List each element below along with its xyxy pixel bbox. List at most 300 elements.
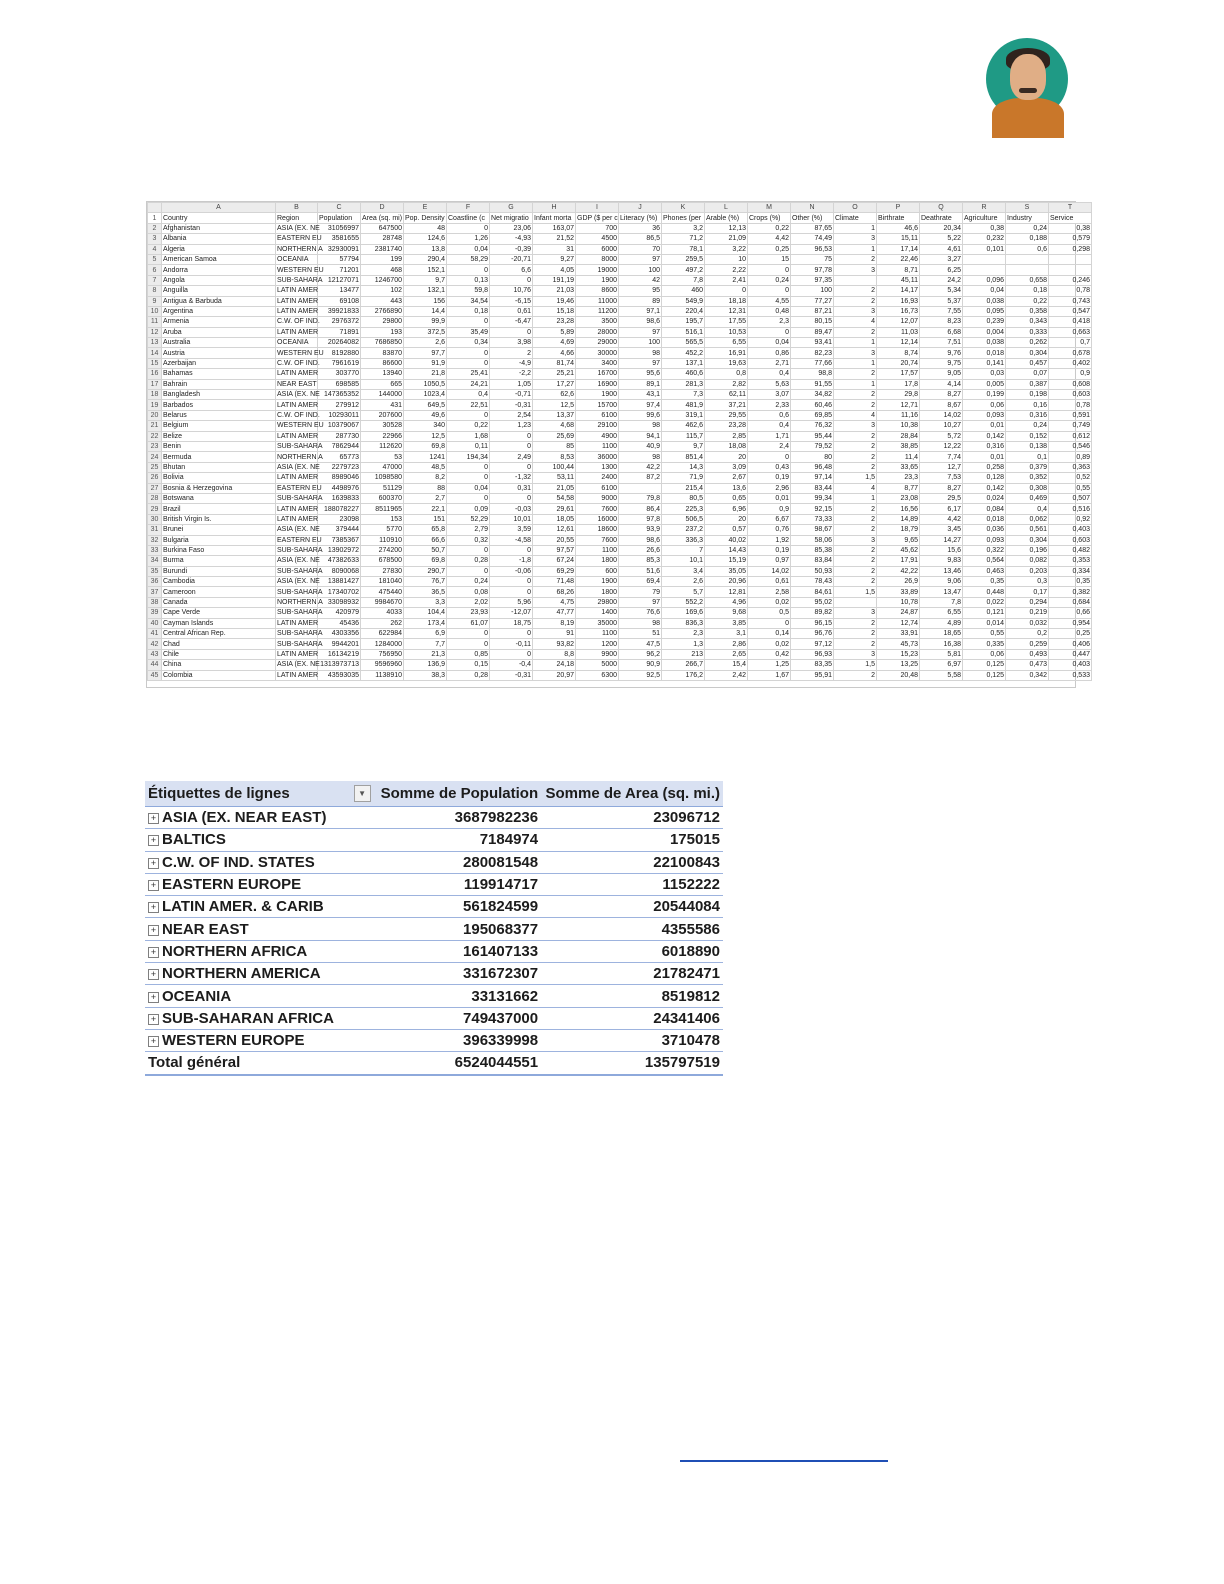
cell[interactable]: 0,316 — [963, 441, 1006, 451]
cell[interactable]: 16,56 — [877, 504, 920, 514]
cell[interactable]: 2 — [834, 452, 877, 462]
cell[interactable]: 4500 — [576, 234, 619, 244]
cell[interactable]: 443 — [361, 296, 404, 306]
cell[interactable]: 4303356 — [318, 629, 361, 639]
cell[interactable]: American Samoa — [162, 254, 276, 264]
cell[interactable] — [619, 483, 662, 493]
cell[interactable]: 1639833 — [318, 493, 361, 503]
cell[interactable]: 13,8 — [404, 244, 447, 254]
cell[interactable]: 0,22 — [447, 421, 490, 431]
cell[interactable]: 1200 — [576, 639, 619, 649]
cell[interactable]: 0,304 — [1006, 348, 1049, 358]
cell[interactable]: 13,25 — [877, 660, 920, 670]
cell[interactable]: EASTERN EU — [277, 484, 322, 492]
cell[interactable]: 4 — [834, 410, 877, 420]
cell[interactable]: 1100 — [576, 441, 619, 451]
cell[interactable]: 0,31 — [490, 483, 533, 493]
cell[interactable]: 10,1 — [662, 556, 705, 566]
cell[interactable]: 97 — [619, 327, 662, 337]
cell[interactable]: 0,35 — [963, 577, 1006, 587]
row-number[interactable]: 12 — [148, 327, 162, 337]
cell[interactable]: 17,55 — [705, 317, 748, 327]
cell[interactable]: 97,78 — [791, 265, 834, 275]
expand-plus-icon[interactable]: + — [148, 835, 159, 846]
cell[interactable]: 12127071 — [318, 275, 361, 285]
cell[interactable]: ASIA (EX. NE — [277, 463, 320, 471]
cell[interactable]: 274200 — [361, 545, 404, 555]
column-header[interactable]: C — [318, 203, 361, 213]
cell[interactable]: 67,24 — [533, 556, 576, 566]
row-number[interactable]: 17 — [148, 379, 162, 389]
cell[interactable]: 5,22 — [920, 234, 963, 244]
cell[interactable]: Angola — [162, 275, 276, 285]
cell[interactable]: China — [162, 660, 276, 670]
cell[interactable]: 0,579 — [1049, 234, 1092, 244]
cell[interactable]: 0,04 — [748, 338, 791, 348]
cell[interactable]: 77,66 — [791, 358, 834, 368]
cell[interactable]: Birthrate — [877, 213, 920, 223]
cell[interactable]: 33,89 — [877, 587, 920, 597]
expand-plus-icon[interactable]: + — [148, 880, 159, 891]
cell[interactable]: 21,09 — [705, 234, 748, 244]
cell[interactable]: 0,406 — [1049, 639, 1092, 649]
cell[interactable]: C.W. OF IND. — [277, 318, 320, 326]
column-header[interactable]: H — [533, 203, 576, 213]
cell[interactable]: 0,014 — [963, 618, 1006, 628]
cell[interactable]: 2 — [834, 629, 877, 639]
cell[interactable]: 0,196 — [1006, 545, 1049, 555]
row-number[interactable]: 1 — [148, 213, 162, 223]
cell[interactable]: 43,1 — [619, 390, 662, 400]
cell[interactable]: 9,76 — [920, 348, 963, 358]
cell[interactable]: 17,14 — [877, 244, 920, 254]
cell[interactable]: 756950 — [361, 649, 404, 659]
cell[interactable]: 0 — [490, 587, 533, 597]
cell[interactable]: 0,038 — [963, 338, 1006, 348]
cell[interactable]: 0,564 — [963, 556, 1006, 566]
cell[interactable]: 98,6 — [619, 535, 662, 545]
cell[interactable]: 4,69 — [533, 338, 576, 348]
cell[interactable]: 13940 — [361, 369, 404, 379]
region-label[interactable] — [145, 985, 378, 1007]
cell[interactable]: 100,44 — [533, 462, 576, 472]
row-number[interactable]: 24 — [148, 452, 162, 462]
cell[interactable]: 71,9 — [662, 473, 705, 483]
cell[interactable]: 1900 — [576, 275, 619, 285]
cell[interactable]: 2,41 — [705, 275, 748, 285]
cell[interactable]: 2976372 — [318, 317, 361, 327]
cell[interactable]: 1050,5 — [404, 379, 447, 389]
cell[interactable]: 0 — [748, 265, 791, 275]
cell[interactable]: 0,142 — [963, 483, 1006, 493]
cell[interactable]: 22,51 — [447, 400, 490, 410]
cell[interactable]: 23,3 — [877, 473, 920, 483]
cell[interactable]: 6,6 — [490, 265, 533, 275]
cell[interactable]: 86,4 — [619, 504, 662, 514]
cell[interactable]: 468 — [361, 265, 404, 275]
cell[interactable]: 96,53 — [791, 244, 834, 254]
column-header[interactable]: N — [791, 203, 834, 213]
cell[interactable]: 0,353 — [1049, 556, 1092, 566]
cell[interactable]: 12,5 — [404, 431, 447, 441]
cell[interactable]: 6100 — [576, 410, 619, 420]
cell[interactable]: 1,5 — [834, 473, 877, 483]
cell[interactable]: 15,6 — [920, 545, 963, 555]
expand-plus-icon[interactable]: + — [148, 947, 159, 958]
cell[interactable]: 460,6 — [662, 369, 705, 379]
cell[interactable]: 97,8 — [619, 514, 662, 524]
cell[interactable]: 2,49 — [490, 452, 533, 462]
cell[interactable]: 6,55 — [705, 338, 748, 348]
cell[interactable]: -1,8 — [490, 556, 533, 566]
cell[interactable]: 4,66 — [533, 348, 576, 358]
cell[interactable]: LATIN AMER — [277, 671, 319, 679]
cell[interactable]: 549,9 — [662, 296, 705, 306]
cell[interactable]: LATIN AMER — [277, 650, 319, 658]
cell[interactable]: 4,14 — [920, 379, 963, 389]
cell[interactable]: LATIN AMER — [277, 308, 319, 316]
row-number[interactable]: 27 — [148, 483, 162, 493]
cell[interactable]: 17,57 — [877, 369, 920, 379]
row-number[interactable]: 19 — [148, 400, 162, 410]
cell[interactable]: 0 — [490, 431, 533, 441]
cell[interactable]: 8,77 — [877, 483, 920, 493]
cell[interactable]: Albania — [162, 234, 276, 244]
cell[interactable]: 12,61 — [533, 525, 576, 535]
cell[interactable]: 11,16 — [877, 410, 920, 420]
cell[interactable]: 340 — [404, 421, 447, 431]
row-number[interactable]: 42 — [148, 639, 162, 649]
cell[interactable]: 0,591 — [1049, 410, 1092, 420]
cell[interactable]: 2 — [834, 286, 877, 296]
cell[interactable]: 8,8 — [533, 649, 576, 659]
cell[interactable]: 565,5 — [662, 338, 705, 348]
cell[interactable]: 0,19 — [748, 545, 791, 555]
cell[interactable]: 5,63 — [748, 379, 791, 389]
cell[interactable]: 52,29 — [447, 514, 490, 524]
cell[interactable]: 37,21 — [705, 400, 748, 410]
cell[interactable]: 95 — [619, 286, 662, 296]
cell[interactable]: 19000 — [576, 265, 619, 275]
cell[interactable]: 16000 — [576, 514, 619, 524]
cell[interactable]: 4,68 — [533, 421, 576, 431]
cell[interactable]: 9,75 — [920, 358, 963, 368]
cell[interactable]: 0,482 — [1049, 545, 1092, 555]
cell[interactable]: 9,65 — [877, 535, 920, 545]
cell[interactable]: 163,07 — [533, 223, 576, 233]
cell[interactable]: Australia — [162, 338, 276, 348]
cell[interactable]: LATIN AMER — [277, 474, 319, 482]
cell[interactable]: 59,8 — [447, 286, 490, 296]
cell[interactable]: 97 — [619, 254, 662, 264]
cell[interactable]: 0 — [447, 639, 490, 649]
cell[interactable]: 0,9 — [1049, 369, 1092, 379]
cell[interactable]: 34,54 — [447, 296, 490, 306]
column-header[interactable]: G — [490, 203, 533, 213]
row-number[interactable]: 29 — [148, 504, 162, 514]
cell[interactable]: 29,61 — [533, 504, 576, 514]
cell[interactable]: 10379067 — [318, 421, 361, 431]
cell[interactable]: 9,27 — [533, 254, 576, 264]
cell[interactable]: 14,17 — [877, 286, 920, 296]
cell[interactable]: 0,65 — [705, 493, 748, 503]
column-header[interactable]: M — [748, 203, 791, 213]
cell[interactable]: 7385367 — [318, 535, 361, 545]
cell[interactable]: 0,259 — [1006, 639, 1049, 649]
cell[interactable]: 13,46 — [920, 566, 963, 576]
cell[interactable]: SUB-SAHARA — [277, 276, 323, 284]
cell[interactable]: Burkina Faso — [162, 545, 276, 555]
row-number[interactable]: 4 — [148, 244, 162, 254]
cell[interactable]: 21,3 — [404, 649, 447, 659]
cell[interactable]: 0 — [447, 566, 490, 576]
cell[interactable]: 11,4 — [877, 452, 920, 462]
cell[interactable]: 281,3 — [662, 379, 705, 389]
cell[interactable]: Chad — [162, 639, 276, 649]
cell[interactable]: 86600 — [361, 358, 404, 368]
cell[interactable]: 2 — [834, 618, 877, 628]
cell[interactable]: 481,9 — [662, 400, 705, 410]
cell[interactable]: 47,5 — [619, 639, 662, 649]
cell[interactable]: 3,4 — [662, 566, 705, 576]
cell[interactable]: 94,1 — [619, 431, 662, 441]
cell[interactable]: 92,5 — [619, 670, 662, 680]
cell[interactable]: 110910 — [361, 535, 404, 545]
cell[interactable]: 2,67 — [705, 473, 748, 483]
cell[interactable]: LATIN AMER — [277, 287, 319, 295]
cell[interactable]: 1,25 — [748, 660, 791, 670]
expand-plus-icon[interactable]: + — [148, 813, 159, 824]
cell[interactable]: 15,23 — [877, 649, 920, 659]
cell[interactable]: 91,9 — [404, 358, 447, 368]
row-number[interactable]: 3 — [148, 234, 162, 244]
cell[interactable]: 36000 — [576, 452, 619, 462]
cell[interactable]: 8,19 — [533, 618, 576, 628]
cell[interactable]: 10,53 — [705, 327, 748, 337]
cell[interactable]: 83,84 — [791, 556, 834, 566]
cell[interactable]: 0,14 — [748, 629, 791, 639]
cell[interactable]: 9944201 — [318, 639, 361, 649]
cell[interactable]: 4,55 — [748, 296, 791, 306]
cell[interactable]: 10,01 — [490, 514, 533, 524]
cell[interactable]: 3 — [834, 608, 877, 618]
cell[interactable]: 29,8 — [877, 390, 920, 400]
cell[interactable]: 100 — [619, 265, 662, 275]
cell[interactable]: 79,52 — [791, 441, 834, 451]
cell[interactable]: 40,02 — [705, 535, 748, 545]
cell[interactable]: LATIN AMER — [277, 432, 319, 440]
cell[interactable]: 0,89 — [1049, 452, 1092, 462]
cell[interactable]: 1900 — [576, 577, 619, 587]
cell[interactable]: 0,152 — [1006, 431, 1049, 441]
cell[interactable]: 14,4 — [404, 306, 447, 316]
cell[interactable]: 46,6 — [877, 223, 920, 233]
cell[interactable]: 336,3 — [662, 535, 705, 545]
cell[interactable]: 24,21 — [447, 379, 490, 389]
cell[interactable]: SUB-SAHARA — [277, 588, 323, 596]
cell[interactable]: 100 — [791, 286, 834, 296]
cell[interactable]: 0,093 — [963, 410, 1006, 420]
cell[interactable]: 26,6 — [619, 545, 662, 555]
cell[interactable]: -0,4 — [490, 660, 533, 670]
cell[interactable]: 69,29 — [533, 566, 576, 576]
cell[interactable]: 97,7 — [404, 348, 447, 358]
cell[interactable]: 62,6 — [533, 390, 576, 400]
cell[interactable]: 0,402 — [1049, 358, 1092, 368]
cell[interactable]: 1800 — [576, 556, 619, 566]
cell[interactable]: Population — [318, 213, 361, 223]
cell[interactable]: -0,03 — [490, 504, 533, 514]
cell[interactable]: ASIA (EX. NE — [277, 557, 320, 565]
cell[interactable]: 0,546 — [1049, 441, 1092, 451]
cell[interactable]: 194,34 — [447, 452, 490, 462]
cell[interactable]: LATIN AMER — [277, 619, 319, 627]
cell[interactable]: 1023,4 — [404, 390, 447, 400]
cell[interactable]: 1800 — [576, 587, 619, 597]
cell[interactable]: 836,3 — [662, 618, 705, 628]
cell[interactable]: Other (%) — [791, 213, 834, 223]
cell[interactable]: 1241 — [404, 452, 447, 462]
cell[interactable]: Pop. Density — [405, 214, 445, 222]
cell[interactable]: 53,11 — [533, 473, 576, 483]
cell[interactable]: 99,6 — [619, 410, 662, 420]
cell[interactable]: 35,05 — [705, 566, 748, 576]
cell[interactable]: 0,06 — [963, 400, 1006, 410]
cell[interactable]: 372,5 — [404, 327, 447, 337]
cell[interactable]: 132,1 — [404, 286, 447, 296]
cell[interactable]: 97,14 — [791, 473, 834, 483]
cell[interactable]: Botswana — [162, 493, 276, 503]
cell[interactable]: 0,322 — [963, 545, 1006, 555]
cell[interactable]: 12,74 — [877, 618, 920, 628]
hyperlink-underline[interactable] — [680, 1460, 888, 1462]
cell[interactable]: 84,61 — [791, 587, 834, 597]
cell[interactable]: 0 — [490, 441, 533, 451]
cell[interactable]: 0,48 — [748, 306, 791, 316]
cell[interactable]: 2 — [834, 525, 877, 535]
expand-plus-icon[interactable]: + — [148, 858, 159, 869]
cell[interactable]: 0,142 — [963, 431, 1006, 441]
cell[interactable]: LATIN AMER — [277, 328, 319, 336]
cell[interactable]: Agriculture — [963, 213, 1006, 223]
cell[interactable]: 0,85 — [447, 649, 490, 659]
cell[interactable]: 0,473 — [1006, 660, 1049, 670]
cell[interactable]: 7,8 — [662, 275, 705, 285]
cell[interactable]: 2 — [834, 514, 877, 524]
cell[interactable]: 0,749 — [1049, 421, 1092, 431]
cell[interactable]: 99,34 — [791, 493, 834, 503]
cell[interactable]: 96,76 — [791, 629, 834, 639]
cell[interactable]: 27830 — [361, 566, 404, 576]
cell[interactable]: 12,31 — [705, 306, 748, 316]
cell[interactable]: 0,219 — [1006, 608, 1049, 618]
cell[interactable]: 2 — [834, 639, 877, 649]
cell[interactable]: Bangladesh — [162, 390, 276, 400]
cell[interactable]: 1400 — [576, 608, 619, 618]
cell[interactable]: 14,43 — [705, 545, 748, 555]
cell[interactable]: 38,3 — [404, 670, 447, 680]
row-number[interactable]: 8 — [148, 286, 162, 296]
cell[interactable]: 6,96 — [705, 504, 748, 514]
cell[interactable]: 14,89 — [877, 514, 920, 524]
cell[interactable]: 69108 — [318, 296, 361, 306]
cell[interactable]: 80,15 — [791, 317, 834, 327]
cell[interactable]: 600370 — [361, 493, 404, 503]
cell[interactable]: 85,3 — [619, 556, 662, 566]
cell[interactable]: 71891 — [318, 327, 361, 337]
cell[interactable]: 0 — [447, 410, 490, 420]
cell[interactable]: 97,12 — [791, 639, 834, 649]
cell[interactable]: 58,29 — [447, 254, 490, 264]
cell[interactable]: 24,87 — [877, 608, 920, 618]
cell[interactable]: 14,02 — [920, 410, 963, 420]
cell[interactable]: Cape Verde — [162, 608, 276, 618]
cell[interactable]: 73,33 — [791, 514, 834, 524]
cell[interactable]: Burundi — [162, 566, 276, 576]
cell[interactable]: 79,8 — [619, 493, 662, 503]
cell[interactable]: SUB-SAHARA — [277, 640, 323, 648]
cell[interactable]: 6,55 — [920, 608, 963, 618]
cell[interactable]: 102 — [361, 286, 404, 296]
cell[interactable]: 1313973713 — [318, 660, 361, 670]
cell[interactable]: 20,55 — [533, 535, 576, 545]
cell[interactable]: 5,89 — [533, 327, 576, 337]
cell[interactable]: 71201 — [318, 265, 361, 275]
cell[interactable]: 96,93 — [791, 649, 834, 659]
cell[interactable]: 2 — [834, 390, 877, 400]
cell[interactable]: 45436 — [318, 618, 361, 628]
row-number[interactable]: 26 — [148, 473, 162, 483]
row-number[interactable]: 43 — [148, 649, 162, 659]
cell[interactable]: 79 — [619, 587, 662, 597]
cell[interactable]: 92,15 — [791, 504, 834, 514]
cell[interactable]: 0,358 — [1006, 306, 1049, 316]
cell[interactable]: 10 — [705, 254, 748, 264]
cell[interactable]: 0,8 — [705, 369, 748, 379]
row-number[interactable]: 10 — [148, 306, 162, 316]
cell[interactable]: 0 — [490, 493, 533, 503]
cell[interactable]: 4,42 — [748, 234, 791, 244]
cell[interactable]: 0,198 — [1006, 390, 1049, 400]
cell[interactable]: 0,04 — [447, 483, 490, 493]
cell[interactable]: WESTERN EU — [277, 349, 324, 357]
cell[interactable]: 16,38 — [920, 639, 963, 649]
cell[interactable]: 3 — [834, 348, 877, 358]
cell[interactable]: 0,258 — [963, 462, 1006, 472]
cell[interactable]: 0,25 — [1049, 629, 1092, 639]
cell[interactable]: 0,78 — [1049, 286, 1092, 296]
cell[interactable]: 0,16 — [1006, 400, 1049, 410]
cell[interactable]: SUB-SAHARA — [277, 609, 323, 617]
cell[interactable]: 5,96 — [490, 597, 533, 607]
cell[interactable]: 3 — [834, 421, 877, 431]
cell[interactable]: 0,34 — [447, 338, 490, 348]
cell[interactable]: 15 — [748, 254, 791, 264]
cell[interactable]: 2,4 — [748, 441, 791, 451]
row-number[interactable]: 16 — [148, 369, 162, 379]
cell[interactable]: 0,363 — [1049, 462, 1092, 472]
select-all-corner[interactable] — [148, 203, 162, 213]
cell[interactable]: 15,4 — [705, 660, 748, 670]
cell[interactable]: 0,379 — [1006, 462, 1049, 472]
cell[interactable]: 137,1 — [662, 358, 705, 368]
cell[interactable]: 319,1 — [662, 410, 705, 420]
cell[interactable]: -4,93 — [490, 234, 533, 244]
cell[interactable]: 1,3 — [662, 639, 705, 649]
cell[interactable]: 0,02 — [748, 639, 791, 649]
column-header[interactable]: F — [447, 203, 490, 213]
cell[interactable]: 2,22 — [705, 265, 748, 275]
